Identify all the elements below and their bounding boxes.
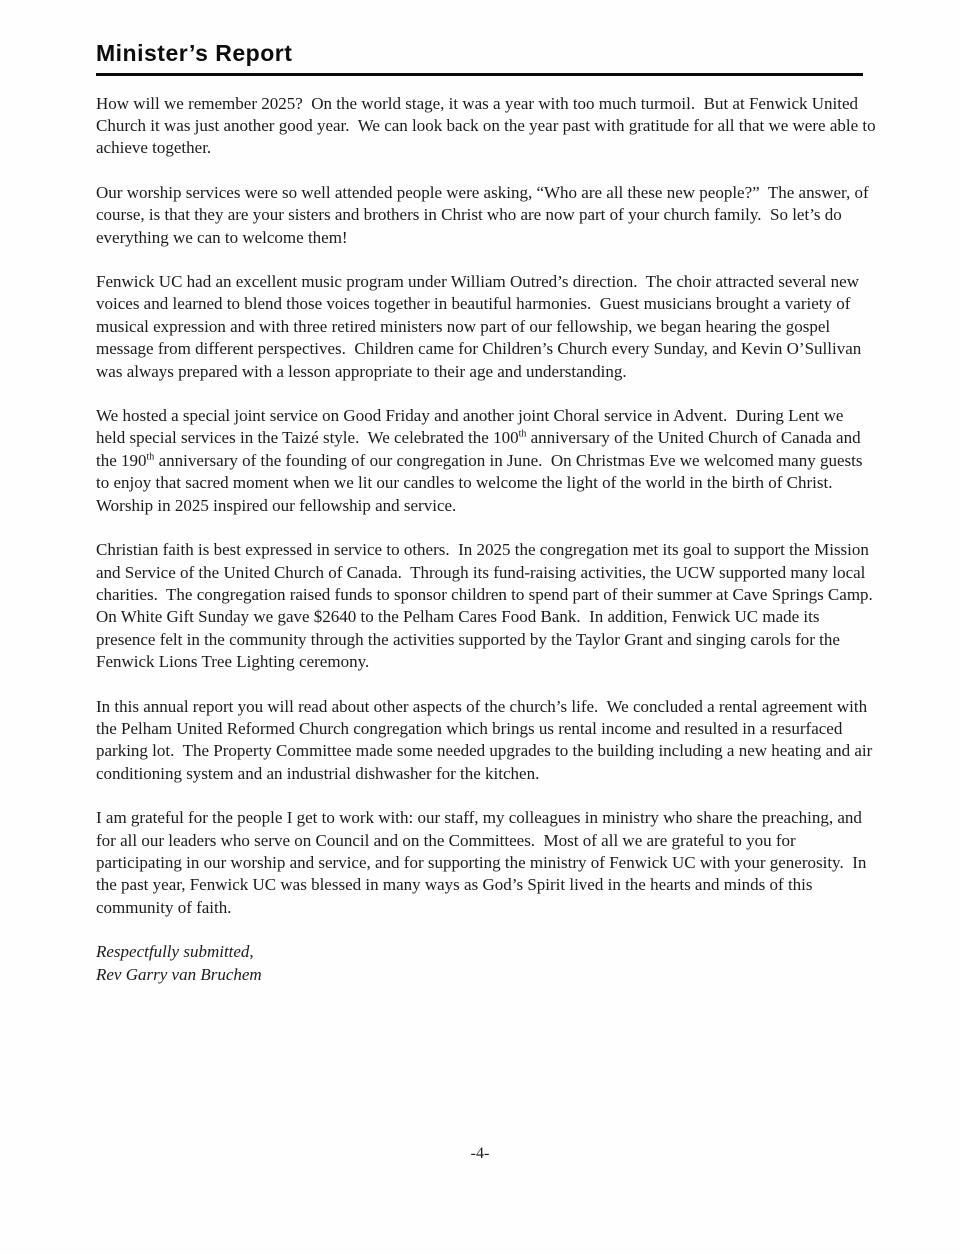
report-paragraph: Our worship services were so well attended people were asking, “Who are all these new people?” The answer, of course, is that they are your sisters and brothers in Christ who are now part of your church family. So let’s do everything we can to welcome them! (96, 182, 873, 247)
report-paragraph: We hosted a special joint service on Good Friday and another joint Choral service in Advent. During Lent we held special services in the Taizé style. We celebrated the 100th anniversary of the United Church of Canada and the 190th anniversary of the founding of our congregation in June. On Christmas Eve we welcomed many guests to enjoy that sacred moment when we lit our candles to welcome the light of the world in the birth of Christ. Worship in 2025 inspired our fellowship and service. (96, 406, 867, 515)
report-paragraph: I am grateful for the people I get to work with: our staff, my colleagues in ministry who share the preaching, and for all our leaders who serve on Council and on the Committees. Most of all we are grateful to you for participating in our worship and service, and for supporting the ministry of Fenwick UC with your generosity. In the past year, Fenwick UC was blessed in many ways as God’s Spirit lived in the hearts and minds of this community of faith. (96, 808, 871, 917)
report-header (96, 40, 876, 76)
report-paragraph: In this annual report you will read about other aspects of the church’s life. We concluded a rental agreement with the Pelham United Reformed Church congregation which brings us rental income and resulted in a resurfaced parking lot. The Property Committee made some needed upgrades to the building including a new heating and air conditioning system and an industrial dishwasher for the kitchen. (96, 696, 877, 783)
ordinal-superscript: th (146, 451, 155, 463)
signature-block (96, 941, 876, 986)
page-number: -4- (470, 1145, 490, 1162)
page-title: Minister’s Report (96, 40, 293, 66)
signature-closing: Respectfully submitted, (96, 942, 254, 962)
report-paragraph: How will we remember 2025? On the world stage, it was a year with too much turmoil. But at Fenwick United Church it was just another good year. We can look back on the year past with gratitude for all that we were able to achieve together. (96, 93, 880, 158)
ordinal-superscript: th (518, 428, 527, 440)
title-rule (96, 73, 863, 76)
report-paragraph: Christian faith is best expressed in service to others. In 2025 the congregation met its goal to support the Mission and Service of the United Church of Canada. Through its fund-raising activities, the UCW supported many local charities. The congregation raised funds to sponsor children to spend part of their summer at Cave Springs Camp. On White Gift Sunday we gave $2640 to the Pelham Cares Food Bank. In addition, Fenwick UC made its presence felt in the community through the activities supported by the Taylor Grant and singing carols for the Fenwick Lions Tree Lighting ceremony. (96, 540, 882, 672)
page-footer (0, 1145, 960, 1163)
signature-name: Rev Garry van Bruchem (96, 964, 262, 984)
report-body (96, 93, 882, 920)
report-paragraph: Fenwick UC had an excellent music program under William Outred’s direction. The choir attracted several new voices and learned to blend those voices together in beautiful harmonies. Guest musicians brought a variety of musical expression and with three retired ministers now part of our fellowship, we began hearing the gospel message from different perspectives. Children came for Children’s Church every Sunday, and Kevin O’Sullivan was always prepared with a lesson appropriate to their age and understanding. (96, 272, 866, 381)
